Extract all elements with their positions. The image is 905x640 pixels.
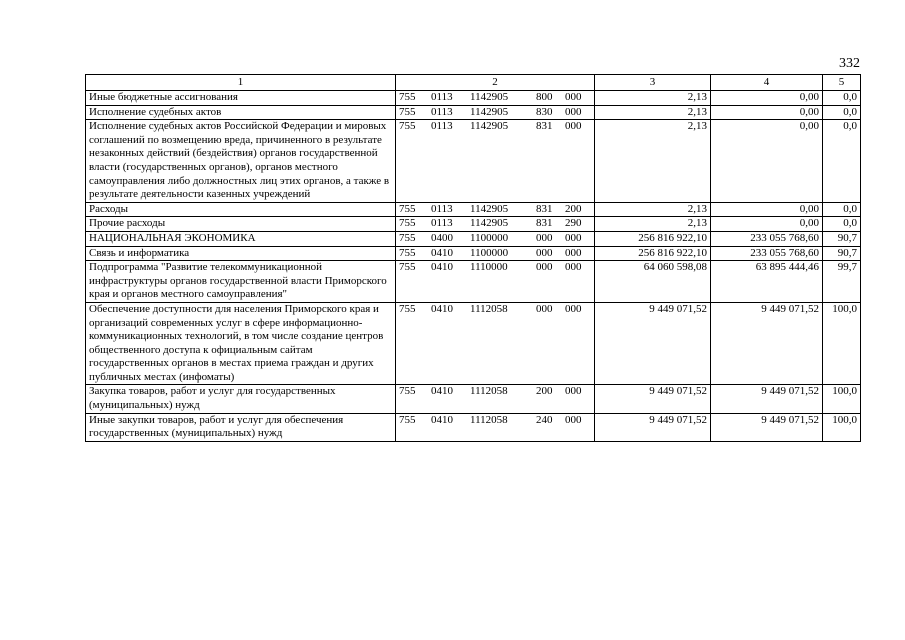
row-name-cell — [86, 246, 396, 261]
row-code-cell — [396, 91, 595, 106]
kosgu-code: 000 — [565, 261, 582, 274]
percent-value: 90,7 — [823, 246, 861, 261]
row-name-cell — [86, 202, 396, 217]
row-code-cell — [396, 302, 595, 385]
actual-value: 233 055 768,60 — [711, 246, 823, 261]
row-code-cell — [396, 261, 595, 303]
plan-value: 9 449 071,52 — [595, 413, 711, 441]
table-header-row — [86, 75, 861, 91]
header-col-1: 1 — [86, 75, 396, 91]
plan-value: 9 449 071,52 — [595, 385, 711, 413]
row-name: Связь и информатика — [89, 246, 190, 259]
row-name-cell — [86, 91, 396, 106]
section-code: 0113 — [431, 217, 453, 230]
target-code: 1142905 — [470, 120, 509, 133]
table-row — [86, 91, 861, 106]
table-row — [86, 246, 861, 261]
expense-type-code: 830 — [536, 105, 553, 118]
expense-type-code: 000 — [536, 302, 553, 315]
kosgu-code: 000 — [565, 246, 582, 259]
admin-code: 755 — [399, 217, 416, 230]
row-name-cell — [86, 217, 396, 232]
plan-value: 2,13 — [595, 91, 711, 106]
target-code: 1112058 — [470, 413, 508, 426]
expense-type-code: 831 — [536, 202, 553, 215]
admin-code: 755 — [399, 246, 416, 259]
row-code-cell — [396, 385, 595, 413]
row-name: Подпрограмма "Развитие телекоммуникационной инфраструктуры органов государственной власти Приморского края и органов местного самоуправления" — [89, 261, 387, 301]
plan-value: 2,13 — [595, 120, 711, 203]
target-code: 1142905 — [470, 91, 509, 103]
section-code: 0410 — [431, 261, 453, 274]
table-row — [86, 105, 861, 120]
actual-value: 9 449 071,52 — [711, 385, 823, 413]
row-name: Закупка товаров, работ и услуг для государственных (муниципальных) нужд — [89, 385, 336, 412]
section-code: 0113 — [431, 105, 453, 118]
row-name: Обеспечение доступности для населения Приморского края и организаций современных услуг в сфере информационно-коммуникационных технологий, в том числе создание центров общественного доступа к официальным сайтам государственных органов в местах приема граждан и других публичных местах (инфоматы) — [89, 302, 384, 383]
percent-value: 0,0 — [823, 217, 861, 232]
row-name-cell — [86, 302, 396, 385]
section-code: 0113 — [431, 91, 453, 103]
row-name-cell — [86, 120, 396, 203]
plan-value: 9 449 071,52 — [595, 302, 711, 385]
kosgu-code: 200 — [565, 202, 582, 215]
admin-code: 755 — [399, 413, 416, 426]
actual-value: 0,00 — [711, 202, 823, 217]
admin-code: 755 — [399, 385, 416, 398]
header-col-4: 4 — [711, 75, 823, 91]
kosgu-code: 000 — [565, 120, 582, 133]
target-code: 1100000 — [470, 246, 509, 259]
header-col-2: 2 — [396, 75, 595, 91]
row-name: Иные бюджетные ассигнования — [89, 91, 238, 103]
plan-value: 2,13 — [595, 105, 711, 120]
table-row — [86, 385, 861, 413]
percent-value: 100,0 — [823, 413, 861, 441]
admin-code: 755 — [399, 202, 416, 215]
row-name: Исполнение судебных актов Российской Федерации и мировых соглашений по возмещению вреда, причиненного в результате незаконных действий (бездействия) органов государственной власти (государственных органов), органов местного самоуправления либо должностных лиц этих органов, а также в результате деятельности казенных учреждений — [89, 120, 390, 201]
actual-value: 233 055 768,60 — [711, 231, 823, 246]
percent-value: 100,0 — [823, 302, 861, 385]
row-name: НАЦИОНАЛЬНАЯ ЭКОНОМИКА — [89, 231, 256, 244]
row-code-cell — [396, 413, 595, 441]
admin-code: 755 — [399, 231, 416, 244]
expense-type-code: 240 — [536, 413, 553, 426]
section-code: 0410 — [431, 385, 453, 398]
actual-value: 0,00 — [711, 120, 823, 203]
kosgu-code: 000 — [565, 385, 582, 398]
kosgu-code: 290 — [565, 217, 582, 230]
actual-value: 63 895 444,46 — [711, 261, 823, 303]
percent-value: 100,0 — [823, 385, 861, 413]
expense-type-code: 200 — [536, 385, 553, 398]
section-code: 0410 — [431, 413, 453, 426]
row-name-cell — [86, 105, 396, 120]
admin-code: 755 — [399, 105, 416, 118]
target-code: 1100000 — [470, 231, 509, 244]
target-code: 1110000 — [470, 261, 508, 274]
table-row — [86, 413, 861, 441]
target-code: 1142905 — [470, 105, 509, 118]
table-row — [86, 202, 861, 217]
plan-value: 256 816 922,10 — [595, 246, 711, 261]
expense-type-code: 831 — [536, 217, 553, 230]
plan-value: 64 060 598,08 — [595, 261, 711, 303]
row-code-cell — [396, 231, 595, 246]
section-code: 0113 — [431, 120, 453, 133]
kosgu-code: 000 — [565, 413, 582, 426]
row-name-cell — [86, 231, 396, 246]
table-row — [86, 217, 861, 232]
percent-value: 0,0 — [823, 105, 861, 120]
target-code: 1112058 — [470, 385, 508, 398]
admin-code: 755 — [399, 91, 416, 103]
actual-value: 0,00 — [711, 217, 823, 232]
section-code: 0400 — [431, 231, 453, 244]
actual-value: 9 449 071,52 — [711, 413, 823, 441]
row-name-cell — [86, 385, 396, 413]
percent-value: 0,0 — [823, 91, 861, 106]
section-code: 0113 — [431, 202, 453, 215]
expense-type-code: 000 — [536, 246, 553, 259]
plan-value: 256 816 922,10 — [595, 231, 711, 246]
expense-type-code: 000 — [536, 231, 553, 244]
plan-value: 2,13 — [595, 202, 711, 217]
kosgu-code: 000 — [565, 302, 582, 315]
row-code-cell — [396, 246, 595, 261]
row-name: Расходы — [89, 202, 128, 215]
row-code-cell — [396, 202, 595, 217]
table-row — [86, 120, 861, 203]
header-col-5: 5 — [823, 75, 861, 91]
table-row — [86, 302, 861, 385]
row-name-cell — [86, 261, 396, 303]
percent-value: 0,0 — [823, 202, 861, 217]
target-code: 1142905 — [470, 202, 509, 215]
admin-code: 755 — [399, 261, 416, 274]
row-code-cell — [396, 217, 595, 232]
table-row — [86, 231, 861, 246]
percent-value: 90,7 — [823, 231, 861, 246]
admin-code: 755 — [399, 302, 416, 315]
row-code-cell — [396, 105, 595, 120]
row-name-cell — [86, 413, 396, 441]
kosgu-code: 000 — [565, 105, 582, 118]
row-name: Исполнение судебных актов — [89, 105, 222, 118]
table-row — [86, 261, 861, 303]
budget-table — [85, 74, 861, 442]
row-code-cell — [396, 120, 595, 203]
kosgu-code: 000 — [565, 91, 582, 103]
target-code: 1142905 — [470, 217, 509, 230]
admin-code: 755 — [399, 120, 416, 133]
percent-value: 99,7 — [823, 261, 861, 303]
page-number: 332 — [839, 56, 860, 71]
row-name: Иные закупки товаров, работ и услуг для обеспечения государственных (муниципальных) нужд — [89, 413, 344, 440]
expense-type-code: 000 — [536, 261, 553, 274]
actual-value: 9 449 071,52 — [711, 302, 823, 385]
percent-value: 0,0 — [823, 120, 861, 203]
expense-type-code: 800 — [536, 91, 553, 103]
target-code: 1112058 — [470, 302, 508, 315]
expense-type-code: 831 — [536, 120, 553, 133]
row-name: Прочие расходы — [89, 217, 166, 230]
section-code: 0410 — [431, 302, 453, 315]
kosgu-code: 000 — [565, 231, 582, 244]
plan-value: 2,13 — [595, 217, 711, 232]
actual-value: 0,00 — [711, 91, 823, 106]
actual-value: 0,00 — [711, 105, 823, 120]
header-col-3: 3 — [595, 75, 711, 91]
section-code: 0410 — [431, 246, 453, 259]
